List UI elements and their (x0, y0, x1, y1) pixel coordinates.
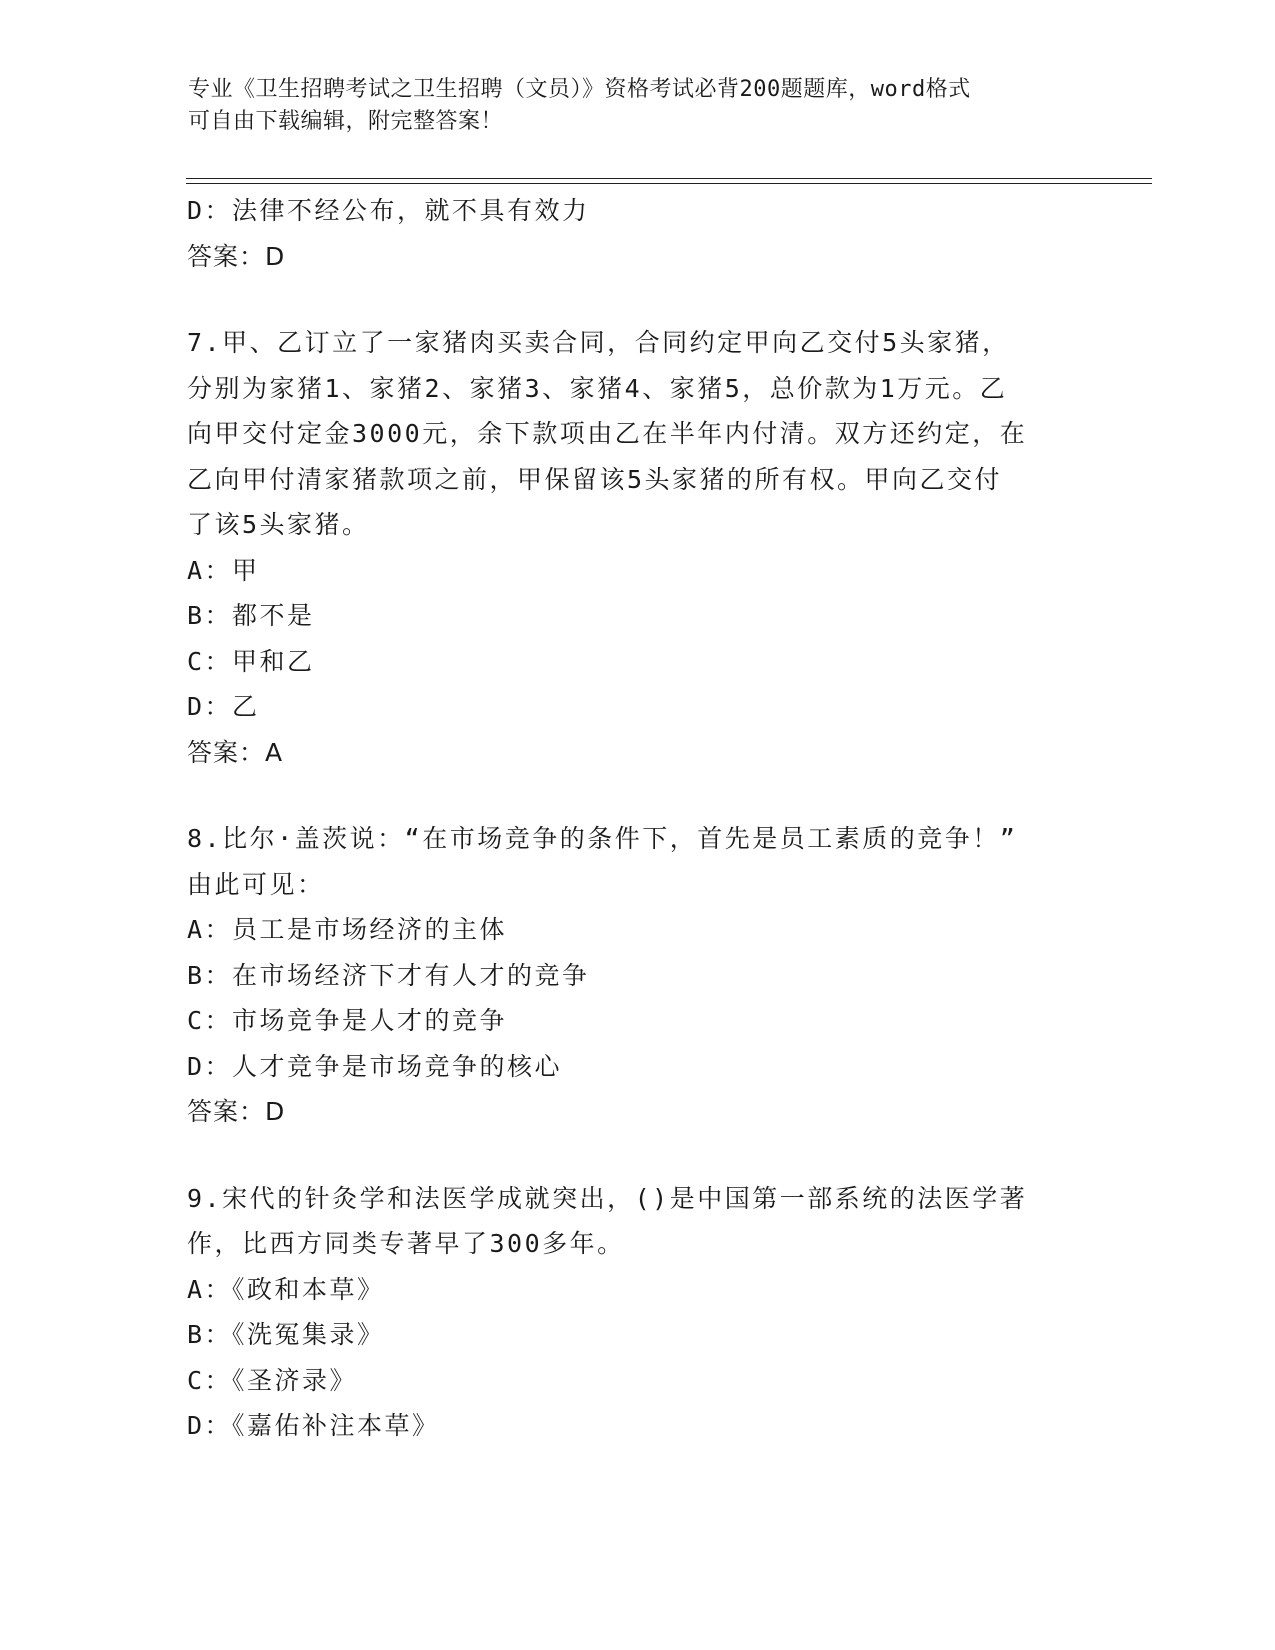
question-text-line: 分别为家猪1、家猪2、家猪3、家猪4、家猪5，总价款为1万元。乙 (187, 373, 1008, 403)
question-text-line: 了该5头家猪。 (187, 510, 370, 539)
header-line-2: 可自由下载编辑，附完整答案！ (188, 109, 504, 134)
option-d: D：法律不经公布，就不具有效力 (187, 196, 590, 225)
option-d: D：乙 (187, 692, 260, 721)
question-text-line: 9.宋代的针灸学和法医学成就突出，()是中国第一部系统的法医学著 (187, 1183, 1028, 1213)
option-b: B：《洗冤集录》 (187, 1320, 385, 1349)
option-c: C：市场竞争是人才的竞争 (187, 1006, 508, 1035)
header-divider-top (186, 178, 1152, 179)
question-text-line: 乙向甲付清家猪款项之前，甲保留该5头家猪的所有权。甲向乙交付 (187, 464, 1003, 494)
option-b: B：都不是 (187, 601, 315, 630)
header-divider-bottom (186, 183, 1152, 184)
option-a: A：《政和本草》 (187, 1274, 385, 1304)
question-7 (187, 320, 1087, 775)
option-d: D：《嘉佑补注本草》 (187, 1411, 440, 1440)
answer-line: 答案：A (187, 737, 284, 767)
question-text-line: 向甲交付定金3000元，余下款项由乙在半年内付清。双方还约定，在 (187, 419, 1028, 448)
question-6-tail (187, 188, 1087, 279)
option-c: C：甲和乙 (187, 646, 315, 676)
option-d: D：人才竞争是市场竞争的核心 (187, 1051, 563, 1081)
document-header (188, 74, 1078, 138)
option-c: C：《圣济录》 (187, 1365, 358, 1395)
question-text-line: 作，比西方同类专著早了300多年。 (187, 1229, 625, 1258)
question-9 (187, 1176, 1087, 1449)
document-body (187, 188, 1087, 1449)
question-text-line: 由此可见： (187, 869, 325, 899)
question-text-line: 7.甲、乙订立了一家猪肉买卖合同，合同约定甲向乙交付5头家猪， (187, 328, 1010, 357)
answer-line: 答案：D (187, 1097, 286, 1126)
option-b: B：在市场经济下才有人才的竞争 (187, 960, 590, 990)
question-text-line: 8.比尔·盖茨说：“在市场竞争的条件下，首先是员工素质的竞争！” (187, 824, 1018, 853)
option-a: A：员工是市场经济的主体 (187, 915, 508, 944)
header-line-1: 专业《卫生招聘考试之卫生招聘（文员）》资格考试必背200题题库，word格式 (188, 77, 971, 102)
option-a: A：甲 (187, 555, 260, 585)
question-8 (187, 816, 1087, 1135)
answer-line: 答案：D (187, 241, 286, 271)
